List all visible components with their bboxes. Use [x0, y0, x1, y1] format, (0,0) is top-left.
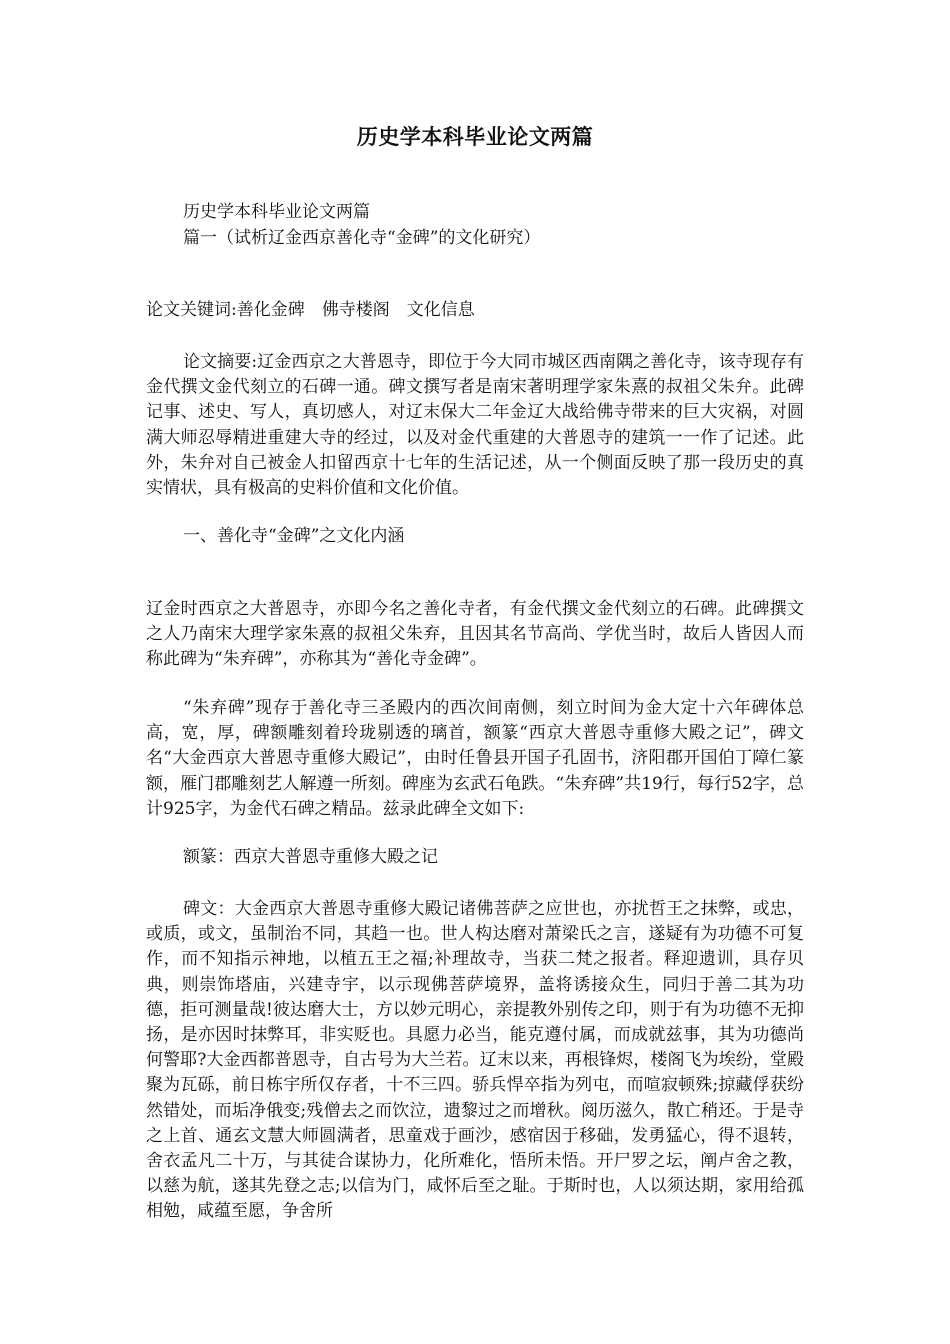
document-subtitle: 历史学本科毕业论文两篇: [183, 202, 370, 222]
document-title: 历史学本科毕业论文两篇: [356, 125, 594, 149]
abstract-paragraph: 论文摘要:辽金西京之大普恩寺，即位于今大同市城区西南隅之善化寺，该寺现存有金代撰文金代刻立的石碑一通。碑文撰写者是南宋著明理学家朱熹的叔祖父朱弁。此碑记事、述史、写人，真切感人，对辽末保大二年金辽大战给佛寺带来的巨大灾祸，对圆满大师忍辱精进重建大寺的经过，以及对金代重建的大普恩寺的建筑一一作了记述。此外，朱弁对自己被金人扣留西京十七年的生活记述，从一个侧面反映了那一段历史的真实情状，具有极高的史料价值和文化价值。: [146, 352, 804, 499]
body-paragraph: “朱弃碑”现存于善化寺三圣殿内的西次间南侧，刻立时间为金大定十六年碑体总高，宽，厚，碑额雕刻着玲珑剔透的璃首，额篆“西京大普恩寺重修大殿之记”，碑文名“大金西京大普恩寺重修大殿记”，由时任鲁县开国子孔固书，济阳郡开国伯丁障仁篆额，雁门郡雕刻艺人解遵一所刻。碑座为玄武石龟跌。“朱弃碑”共19行，每行52字，总计925字，为金代石碑之精品。兹录此碑全文如下:: [146, 698, 804, 819]
article-subtitle: 篇一（试析辽金西京善化寺“金碑”的文化研究）: [183, 228, 541, 248]
inscription-paragraph: 碑文：大金西京大普恩寺重修大殿记诸佛菩萨之应世也，亦扰哲王之抹弊，或忠，或质，或文，虽制治不同，其趋一也。世人构达磨对萧梁氏之言，遂疑有为功德不可复作，而不知指示神地，以植五王之福;补理故寺，当获二梵之报者。释迎遗训，具存贝典，则崇饰塔庙，兴建寺宇，以示现佛菩萨境界，盖将诱接众生，同归于善二其为功德，拒可测量哉!彼达磨大士，方以妙元明心，亲提教外别传之印，则于有为功德不无抑扬，是亦因时抹弊耳，非实贬也。具愿力必当，能克遵付属，而成就兹事，其为功德尚何警耶?大金西都普恩寺，自古号为大兰若。辽末以来，再根锋烬，楼阁飞为埃纷，堂殿聚为瓦砾，前日栋宇所仅存者，十不三四。骄兵悍卒指为列屯，而喧寂顿殊;掠藏俘获纷然错处，而垢净俄变;残僧去之而饮泣，遗黎过之而增秋。阅历滋久，散亡稍还。于是寺之上首、通玄文慧大师圆满者，思童戏于画沙，感宿因于移础，发勇猛心，得不退转，舍衣孟凡二十万，与其徒合谋协力，化所难化，悟所未悟。开尸罗之坛，阐卢舍之教，以慈为航，遂其先登之志;以信为门，咸怀后至之耻。于斯时也，人以须达期，家用给孤相勉，咸蕴至愿，争舍所: [146, 899, 804, 1222]
body-paragraph: 辽金时西京之大普恩寺，亦即今名之善化寺者，有金代撰文金代刻立的石碑。此碑撰文之人乃南宋大理学家朱熹的叔祖父朱弃，且因其名节高尚、学优当时，故后人皆因人而称此碑为“朱弃碑”，亦称其为“善化寺金碑”。: [146, 599, 804, 670]
keywords-line: 论文关键词:善化金碑 佛寺楼阁 文化信息: [146, 300, 475, 320]
section-heading: 一、善化寺“金碑”之文化内涵: [183, 526, 405, 546]
epigraph-title: 额篆：西京大普恩寺重修大殿之记: [183, 847, 438, 867]
